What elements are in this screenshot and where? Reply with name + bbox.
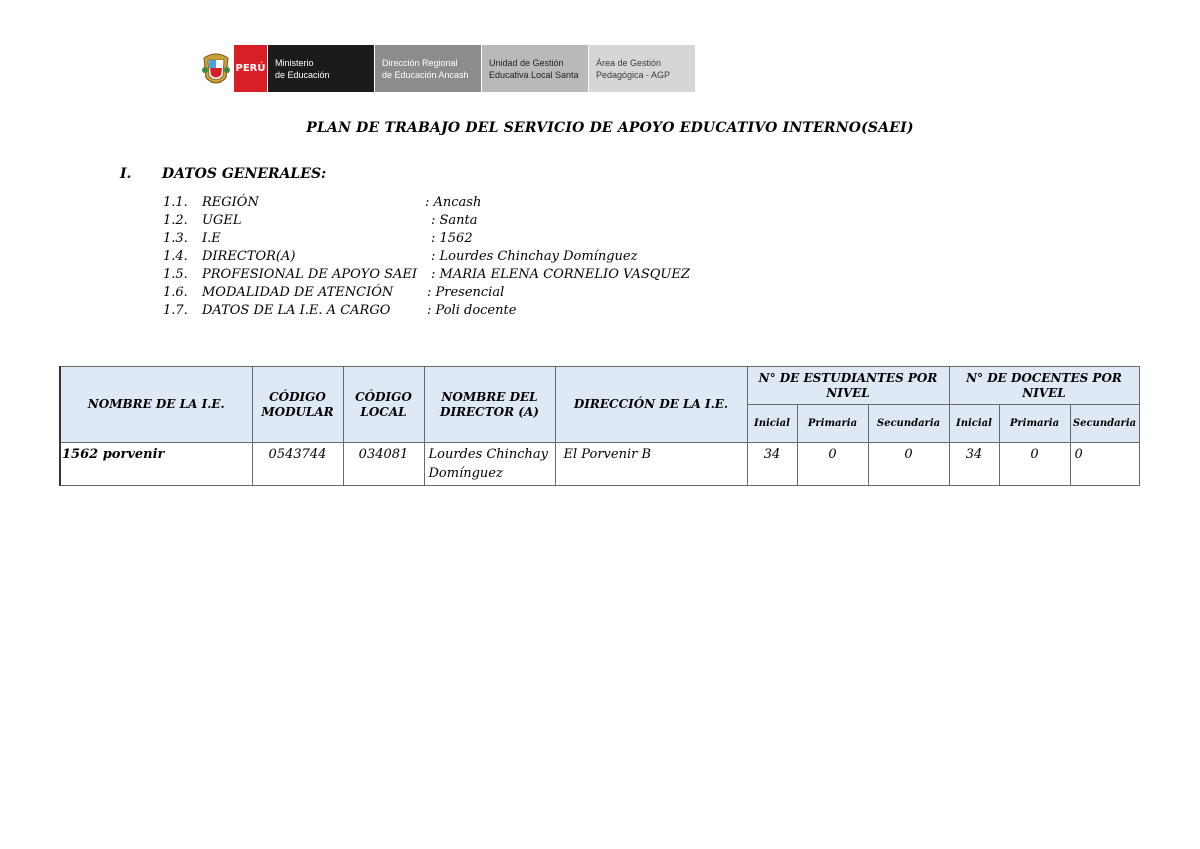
table-row [60, 443, 1139, 486]
dre-box: Dirección Regional de Educación Ancash [375, 45, 481, 92]
cell-director: Lourdes Chinchay Domínguez [424, 443, 555, 486]
cell-est-inicial: 34 [747, 443, 797, 486]
coat-of-arms-icon [198, 45, 234, 92]
header-est-secundaria: Secundaria [868, 405, 949, 443]
header-codigo-modular: CÓDIGO MODULAR [252, 367, 343, 443]
header-direccion: DIRECCIÓN DE LA I.E. [555, 367, 747, 443]
peru-logo: PERÚ [234, 45, 267, 92]
header-docentes: N° DE DOCENTES POR NIVEL [949, 367, 1139, 405]
cell-est-primaria: 0 [797, 443, 868, 486]
cell-doc-primaria: 0 [999, 443, 1070, 486]
header-doc-secundaria: Secundaria [1070, 405, 1139, 443]
ministerio-box: Ministerio de Educación [268, 45, 374, 92]
header-doc-primaria: Primaria [999, 405, 1070, 443]
section-heading: I. DATOS GENERALES: [120, 166, 327, 182]
ugel-box: Unidad de Gestión Educativa Local Santa [482, 45, 588, 92]
document-title: PLAN DE TRABAJO DEL SERVICIO DE APOYO EDUCATIVO INTERNO(SAEI) [306, 120, 914, 136]
cell-est-secundaria: 0 [868, 443, 949, 486]
cell-direccion: El Porvenir B [555, 443, 747, 486]
header-estudiantes: N° DE ESTUDIANTES POR NIVEL [747, 367, 949, 405]
header-est-inicial: Inicial [747, 405, 797, 443]
cell-doc-inicial: 34 [949, 443, 999, 486]
ie-table [59, 366, 1140, 486]
cell-codigo-local: 034081 [343, 443, 424, 486]
header-nombre-ie: NOMBRE DE LA I.E. [60, 367, 252, 443]
cell-codigo-modular: 0543744 [252, 443, 343, 486]
cell-doc-secundaria: 0 [1070, 443, 1139, 486]
header-doc-inicial: Inicial [949, 405, 999, 443]
agp-box: Área de Gestión Pedagógica - AGP [589, 45, 695, 92]
header-banner [198, 45, 695, 92]
header-director: NOMBRE DEL DIRECTOR (A) [424, 367, 555, 443]
cell-nombre-ie: 1562 porvenir [60, 443, 252, 486]
header-est-primaria: Primaria [797, 405, 868, 443]
header-codigo-local: CÓDIGO LOCAL [343, 367, 424, 443]
